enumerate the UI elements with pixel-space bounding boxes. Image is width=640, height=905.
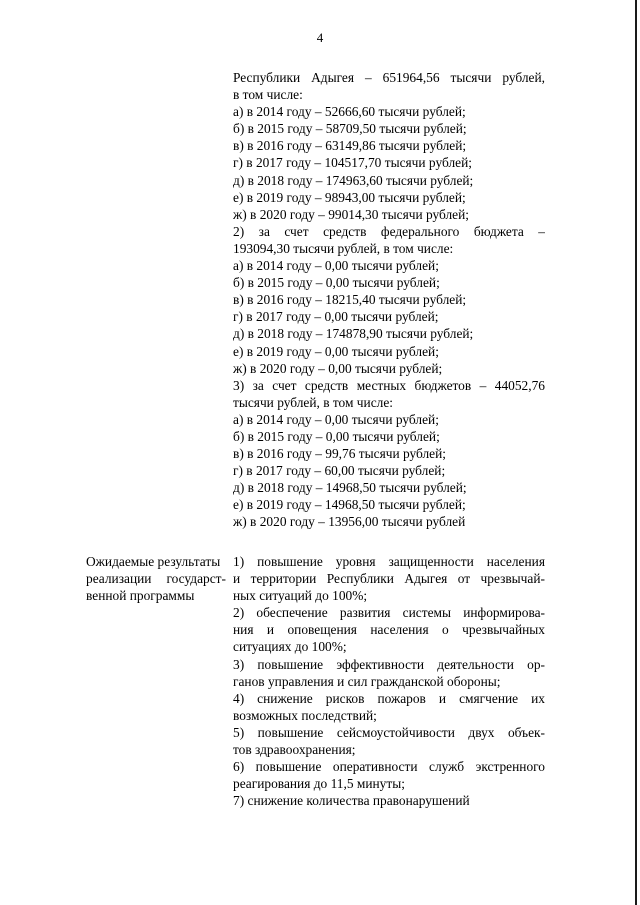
results-line: реагирования до 11,5 минуты; [233, 776, 405, 792]
results-line: 6) повышение оперативности служб экстренного [233, 759, 545, 775]
funding-line: д) в 2018 году – 14968,50 тысячи рублей; [233, 480, 467, 496]
results-list [233, 553, 545, 809]
funding-line: а) в 2014 году – 0,00 тысячи рублей; [233, 258, 439, 274]
funding-line: ж) в 2020 году – 0,00 тысячи рублей; [233, 360, 443, 376]
funding-line: ж) в 2020 году – 13956,00 тысячи рублей [233, 514, 466, 530]
funding-line: Республики Адыгея – 651964,56 тысячи рублей, [233, 70, 545, 85]
funding-line: е) в 2019 году – 0,00 тысячи рублей; [233, 343, 439, 359]
results-line: возможных последствий; [233, 707, 377, 723]
funding-line: д) в 2018 году – 174878,90 тысячи рублей; [233, 326, 474, 342]
results-line: тов здравоохранения; [233, 742, 356, 758]
funding-line: тысячи рублей, в том числе: [233, 394, 394, 410]
funding-line: д) в 2018 году – 174963,60 тысячи рублей; [233, 172, 474, 188]
funding-line: б) в 2015 году – 0,00 тысячи рублей; [233, 428, 440, 444]
results-line: ситуациях до 100%; [233, 639, 347, 655]
funding-line: г) в 2017 году – 104517,70 тысячи рублей; [233, 155, 472, 171]
results-label-line: реализации государст- [86, 571, 226, 587]
results-line: и территории Республики Адыгея от чрезвычай- [233, 571, 545, 587]
scan-edge-line [635, 0, 637, 905]
funding-line: в) в 2016 году – 18215,40 тысячи рублей; [233, 292, 467, 308]
results-line: 4) снижение рисков пожаров и смягчение их [233, 690, 545, 706]
funding-line: г) в 2017 году – 60,00 тысячи рублей; [233, 463, 446, 479]
results-line: ния и оповещения населения о чрезвычайных [233, 622, 545, 638]
funding-line: а) в 2014 году – 0,00 тысячи рублей; [233, 411, 439, 427]
funding-line: е) в 2019 году – 98943,00 тысячи рублей; [233, 189, 466, 205]
funding-line: г) в 2017 году – 0,00 тысячи рублей; [233, 309, 439, 325]
funding-line: 3) за счет средств местных бюджетов – 44052,76 [233, 377, 545, 393]
results-line: 7) снижение количества правонарушений [233, 793, 470, 809]
results-line: 3) повышение эффективности деятельности ор- [233, 656, 545, 672]
funding-line: в) в 2016 году – 99,76 тысячи рублей; [233, 446, 447, 462]
results-label-line: венной программы [86, 588, 195, 604]
results-label [86, 553, 226, 604]
funding-line: е) в 2019 году – 14968,50 тысячи рублей; [233, 497, 466, 513]
results-label-line: Ожидаемые результаты [86, 554, 221, 569]
funding-line: 2) за счет средств федерального бюджета – [233, 223, 545, 239]
funding-line: ж) в 2020 году – 99014,30 тысячи рублей; [233, 206, 470, 222]
funding-section [233, 69, 545, 531]
funding-line: в) в 2016 году – 63149,86 тысячи рублей; [233, 138, 467, 154]
results-line: 5) повышение сейсмоустойчивости двух объек- [233, 724, 545, 740]
results-line: 1) повышение уровня защищенности населения [233, 554, 545, 569]
funding-line: в том числе: [233, 87, 303, 103]
funding-line: б) в 2015 году – 58709,50 тысячи рублей; [233, 121, 467, 137]
funding-line: 193094,30 тысячи рублей, в том числе: [233, 240, 454, 256]
results-line: ганов управления и сил гражданской обороны; [233, 673, 501, 689]
funding-line: б) в 2015 году – 0,00 тысячи рублей; [233, 275, 440, 291]
page-number: 4 [316, 30, 324, 45]
results-line: ных ситуаций до 100%; [233, 588, 368, 604]
funding-line: а) в 2014 году – 52666,60 тысячи рублей; [233, 104, 466, 120]
results-line: 2) обеспечение развития системы информирова- [233, 605, 545, 621]
